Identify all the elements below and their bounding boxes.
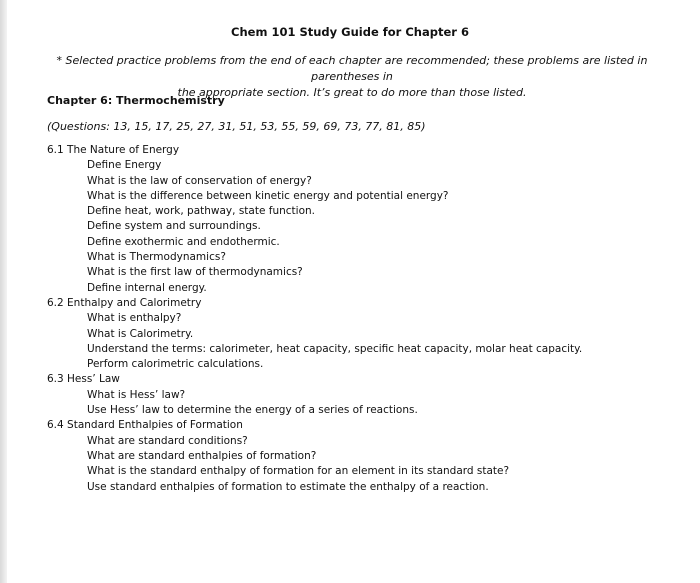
list-item: What is the standard enthalpy of formation for an element in its standard state? — [87, 465, 510, 478]
list-item: What is Hess’ law? — [87, 388, 186, 401]
list-item: Define Energy — [87, 159, 162, 172]
document-title: Chem 101 Study Guide for Chapter 6 — [231, 25, 469, 39]
list-item: Define exothermic and endothermic. — [87, 235, 280, 248]
questions-list: (Questions: 13, 15, 17, 25, 27, 31, 51, 53, 55, 59, 69, 73, 77, 81, 85) — [47, 120, 426, 133]
list-item: Use Hess’ law to determine the energy of a series of reactions. — [87, 404, 418, 417]
list-item: What is the law of conservation of energy? — [87, 174, 312, 187]
list-item: What are standard conditions? — [87, 434, 248, 447]
list-item: What is enthalpy? — [87, 312, 182, 325]
list-item: What is Calorimetry. — [87, 327, 194, 340]
section-title-6-2: 6.2 Enthalpy and Calorimetry — [47, 296, 202, 309]
list-item: What is the difference between kinetic energy and potential energy? — [87, 189, 449, 202]
section-title-6-1: 6.1 The Nature of Energy — [47, 144, 180, 156]
section-title-6-3: 6.3 Hess’ Law — [47, 373, 120, 386]
section-title-6-4: 6.4 Standard Enthalpies of Formation — [47, 419, 243, 432]
list-item: Understand the terms: calorimeter, heat capacity, specific heat capacity, molar heat capacity. — [87, 342, 583, 355]
note-line-1: * Selected practice problems from the end of each chapter are recommended; these problems are listed in parentheses in — [56, 54, 648, 83]
list-item: Define system and surroundings. — [87, 220, 261, 233]
list-item: What is Thermodynamics? — [87, 251, 226, 264]
list-item: Define heat, work, pathway, state function. — [87, 205, 315, 218]
chapter-heading: Chapter 6: Thermochemistry — [47, 94, 225, 107]
list-item: Define internal energy. — [87, 281, 207, 294]
list-item: What is the first law of thermodynamics? — [87, 266, 303, 279]
section-outline — [47, 143, 687, 495]
note-line-2: the appropriate section. It’s great to do more than those listed. — [177, 86, 527, 99]
list-item: Use standard enthalpies of formation to estimate the enthalpy of a reaction. — [87, 480, 489, 493]
list-item: What are standard enthalpies of formation? — [87, 449, 317, 462]
list-item: Perform calorimetric calculations. — [87, 358, 264, 371]
